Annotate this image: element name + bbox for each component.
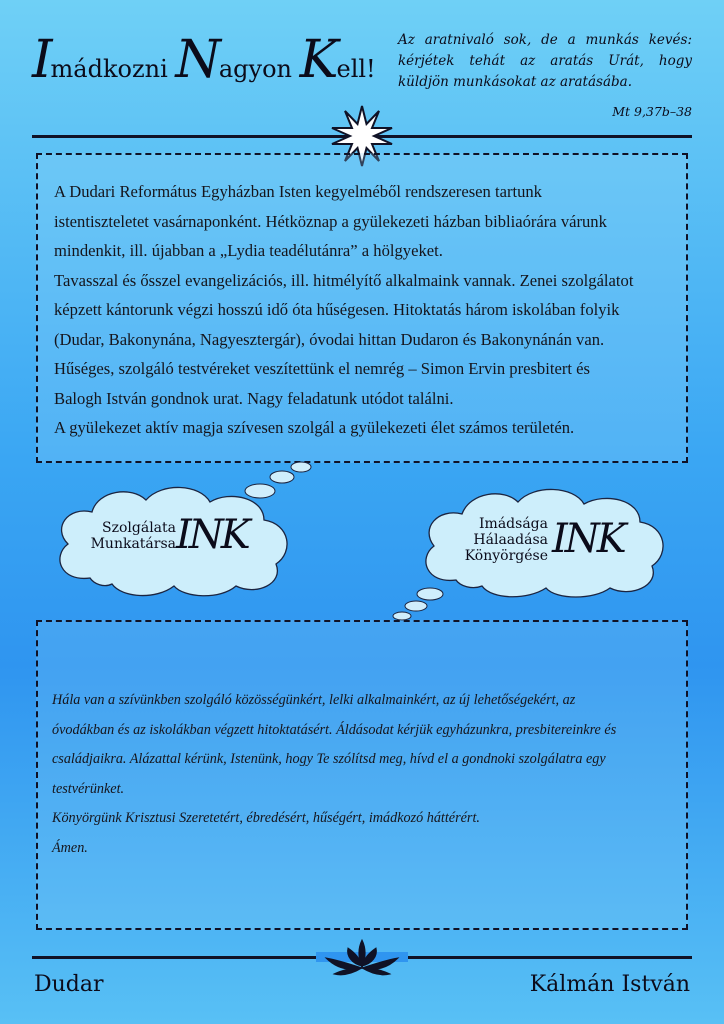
bible-verse: Az aratnivaló sok, de a munkás kevés: kérjétek tehát az aratás Urát, hogy küldjön munkásokat az aratásába. xyxy=(398,32,692,90)
word-coworker: Munkatársa xyxy=(90,536,176,552)
intro-line: (Dudar, Bakonynána, Nagyesztergár), óvodai hittan Dudaron és Bakonynánán van. xyxy=(54,329,605,349)
title-word-3: Kell! xyxy=(299,30,376,90)
floral-ornament-icon xyxy=(316,936,408,978)
intro-text xyxy=(54,177,670,443)
footer-author: Kálmán István xyxy=(529,972,690,997)
cloud-prayer xyxy=(416,482,670,600)
prayer-line: Könyörgünk Krisztusi Szeretetért, ébredésért, hűségért, imádkozó háttérért. xyxy=(52,810,480,826)
page-title xyxy=(32,30,376,90)
intro-line: Balogh István gondnok urat. Nagy feladatunk utódot találni. xyxy=(54,388,454,408)
word-thanksgiving: Hálaadása xyxy=(473,532,548,548)
prayer-box xyxy=(36,620,688,930)
cloud-service xyxy=(50,478,296,600)
cloud-right-words xyxy=(448,516,548,564)
intro-box xyxy=(36,153,688,463)
intro-line: mindenkit, ill. újabban a „Lydia teadélutánra” a hölgyeket. xyxy=(54,241,443,260)
prayer-line: családjaikra. Alázattal kérünk, Istenünk, hogy Te szólítsd meg, hívd el a gondnoki szolgálatra egy xyxy=(52,751,606,767)
title-word-1: Imádkozni xyxy=(32,30,176,90)
ink-suffix-right: INK xyxy=(552,516,624,562)
prayer-line: Ámen. xyxy=(52,839,88,856)
intro-line: A Dudari Református Egyházban Isten kegyelméből rendszeresen tartunk xyxy=(54,182,542,201)
prayer-line: óvodákban és az iskolákban végzett hitoktatásért. Áldásodat kérjük egyházunkra, presbitereinkre és xyxy=(52,721,617,738)
prayer-text xyxy=(52,686,672,863)
footer-location: Dudar xyxy=(34,972,104,997)
word-supplication: Könyörgése xyxy=(464,548,548,564)
word-prayer: Imádsága xyxy=(479,516,548,532)
intro-line: képzett kántorunk végzi hosszú idő óta hűségesen. Hitoktatás három iskolában folyik xyxy=(54,300,620,319)
verse-reference: Mt 9,37b–38 xyxy=(612,104,692,119)
prayer-line: testvérünket. xyxy=(52,780,125,797)
word-service: Szolgálata xyxy=(102,520,176,536)
cloud-left-words xyxy=(70,520,176,552)
thought-bubbles-right xyxy=(390,586,450,622)
intro-line: Tavasszal és ősszel evangelizációs, ill. hitmélyítő alkalmaink vannak. Zenei szolgálatot xyxy=(54,270,634,290)
prayer-line: Hála van a szívünkben szolgáló közösségünkért, lelki alkalmainkért, az új lehetőségekért, az xyxy=(52,692,576,708)
title-word-2: Nagyon xyxy=(175,30,300,90)
ink-suffix-left: INK xyxy=(176,512,248,558)
intro-line: Hűséges, szolgáló testvéreket veszítettünk el nemrég – Simon Ervin presbitert és xyxy=(54,359,590,378)
intro-line: A gyülekezet aktív magja szívesen szolgál a gyülekezeti élet számos területén. xyxy=(54,418,575,437)
intro-line: istentiszteletet vasárnaponként. Hétköznap a gyülekezeti házban bibliaórára várunk xyxy=(54,211,607,231)
